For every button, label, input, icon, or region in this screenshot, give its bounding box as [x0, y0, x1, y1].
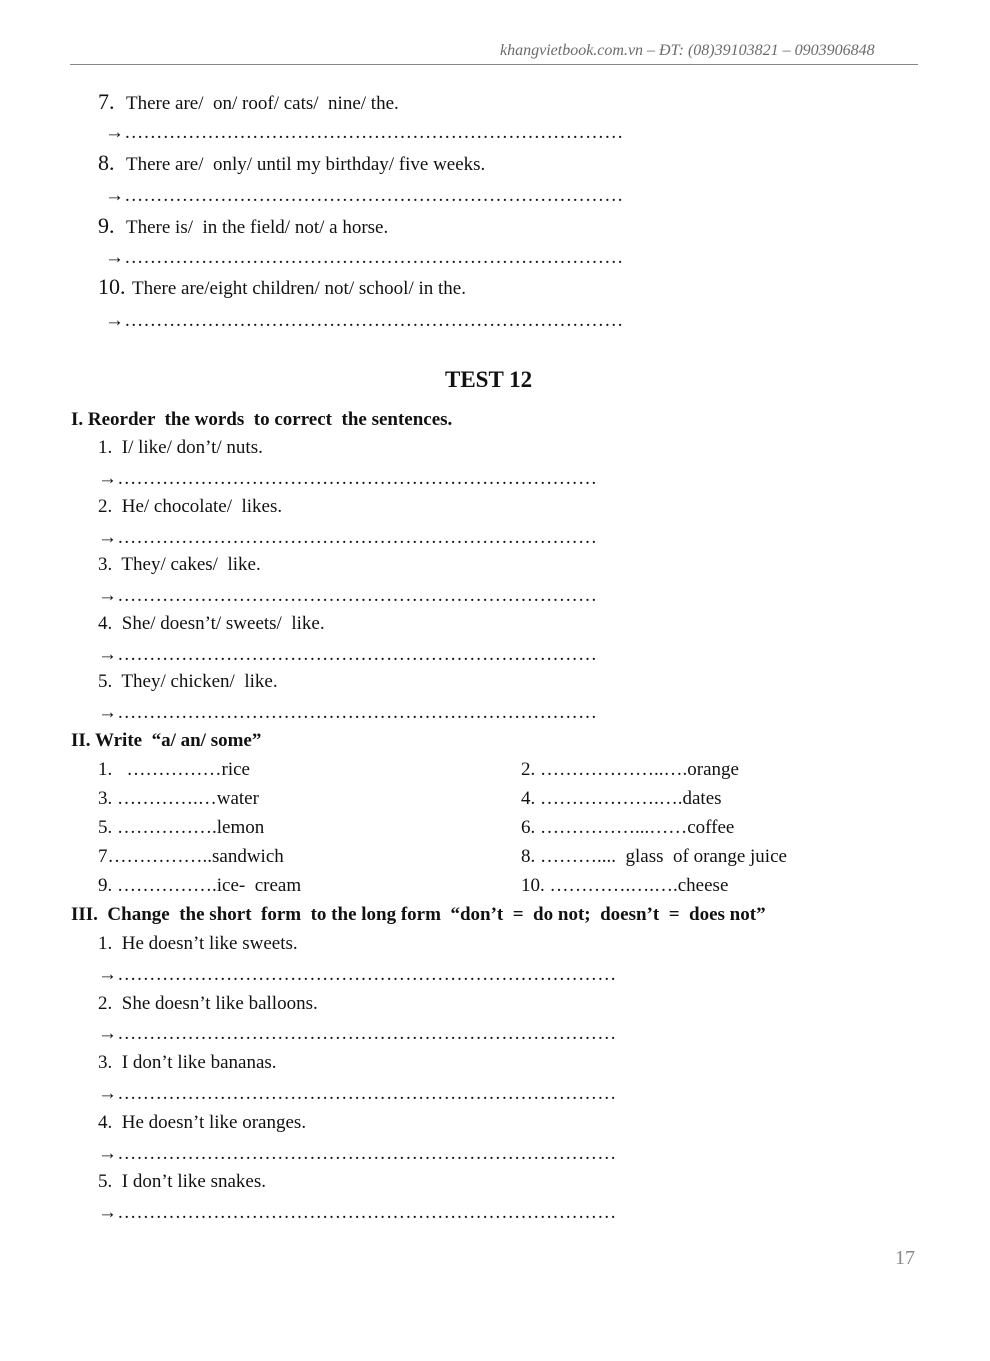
- fill-blank-item[interactable]: 3. ………….…water: [98, 788, 259, 809]
- question-number: 9.: [98, 213, 115, 238]
- test-title: TEST 12: [445, 367, 533, 392]
- page-number: 17: [895, 1247, 915, 1269]
- answer-line[interactable]: →…………………………………………………………………: [98, 644, 598, 665]
- exercise-item: 2. She doesn’t like balloons.: [98, 993, 318, 1014]
- fill-blank-item[interactable]: 8. ……….... glass of orange juice: [521, 846, 787, 867]
- fill-blank-item[interactable]: 1. ……………rice: [98, 759, 250, 780]
- answer-line[interactable]: →……………………………………………………………………: [105, 185, 624, 206]
- page-header: khangvietbook.com.vn – ĐT: (08)39103821 – 0903906848: [500, 42, 875, 59]
- answer-line[interactable]: →……………………………………………………………………: [98, 1083, 617, 1104]
- exercise-item: 2. He/ chocolate/ likes.: [98, 496, 283, 517]
- answer-line[interactable]: →……………………………………………………………………: [98, 1202, 617, 1223]
- section-heading: II. Write “a/ an/ some”: [71, 730, 262, 751]
- exercise-item: 3. I don’t like bananas.: [98, 1052, 277, 1073]
- header-rule: [70, 64, 918, 65]
- fill-blank-item[interactable]: 5. …………….lemon: [98, 817, 265, 838]
- fill-blank-item[interactable]: 10. ………….….….cheese: [521, 875, 729, 896]
- answer-line[interactable]: →…………………………………………………………………: [98, 585, 598, 606]
- answer-line[interactable]: →……………………………………………………………………: [105, 310, 624, 331]
- question-text: There are/ only/ until my birthday/ five weeks.: [126, 154, 486, 175]
- exercise-item: 5. They/ chicken/ like.: [98, 671, 278, 692]
- exercise-item: 1. I/ like/ don’t/ nuts.: [98, 437, 263, 458]
- fill-blank-item[interactable]: 7……………..sandwich: [98, 846, 284, 867]
- exercise-item: 5. I don’t like snakes.: [98, 1171, 266, 1192]
- fill-blank-item[interactable]: 2. ………………..….orange: [521, 759, 739, 780]
- answer-line[interactable]: →…………………………………………………………………: [98, 702, 598, 723]
- question-number: 10.: [98, 274, 126, 299]
- exercise-item: 1. He doesn’t like sweets.: [98, 933, 298, 954]
- question-text: There are/eight children/ not/ school/ in the.: [132, 278, 466, 299]
- answer-line[interactable]: →……………………………………………………………………: [105, 247, 624, 268]
- section-heading: III. Change the short form to the long form “don’t = do not; doesn’t = does not”: [71, 904, 766, 925]
- fill-blank-item[interactable]: 4. ……………….….dates: [521, 788, 722, 809]
- answer-line[interactable]: →……………………………………………………………………: [98, 1023, 617, 1044]
- answer-line[interactable]: →……………………………………………………………………: [105, 122, 624, 143]
- exercise-item: 3. They/ cakes/ like.: [98, 554, 261, 575]
- exercise-item: 4. He doesn’t like oranges.: [98, 1112, 307, 1133]
- answer-line[interactable]: →……………………………………………………………………: [98, 964, 617, 985]
- question-text: There are/ on/ roof/ cats/ nine/ the.: [126, 93, 399, 114]
- question-number: 8.: [98, 150, 115, 175]
- answer-line[interactable]: →……………………………………………………………………: [98, 1143, 617, 1164]
- answer-line[interactable]: →…………………………………………………………………: [98, 468, 598, 489]
- fill-blank-item[interactable]: 6. ……………...……coffee: [521, 817, 735, 838]
- question-number: 7.: [98, 89, 115, 114]
- section-heading: I. Reorder the words to correct the sentences.: [71, 409, 453, 430]
- answer-line[interactable]: →…………………………………………………………………: [98, 527, 598, 548]
- question-text: There is/ in the field/ not/ a horse.: [126, 217, 389, 238]
- fill-blank-item[interactable]: 9. …………….ice- cream: [98, 875, 302, 896]
- exercise-item: 4. She/ doesn’t/ sweets/ like.: [98, 613, 325, 634]
